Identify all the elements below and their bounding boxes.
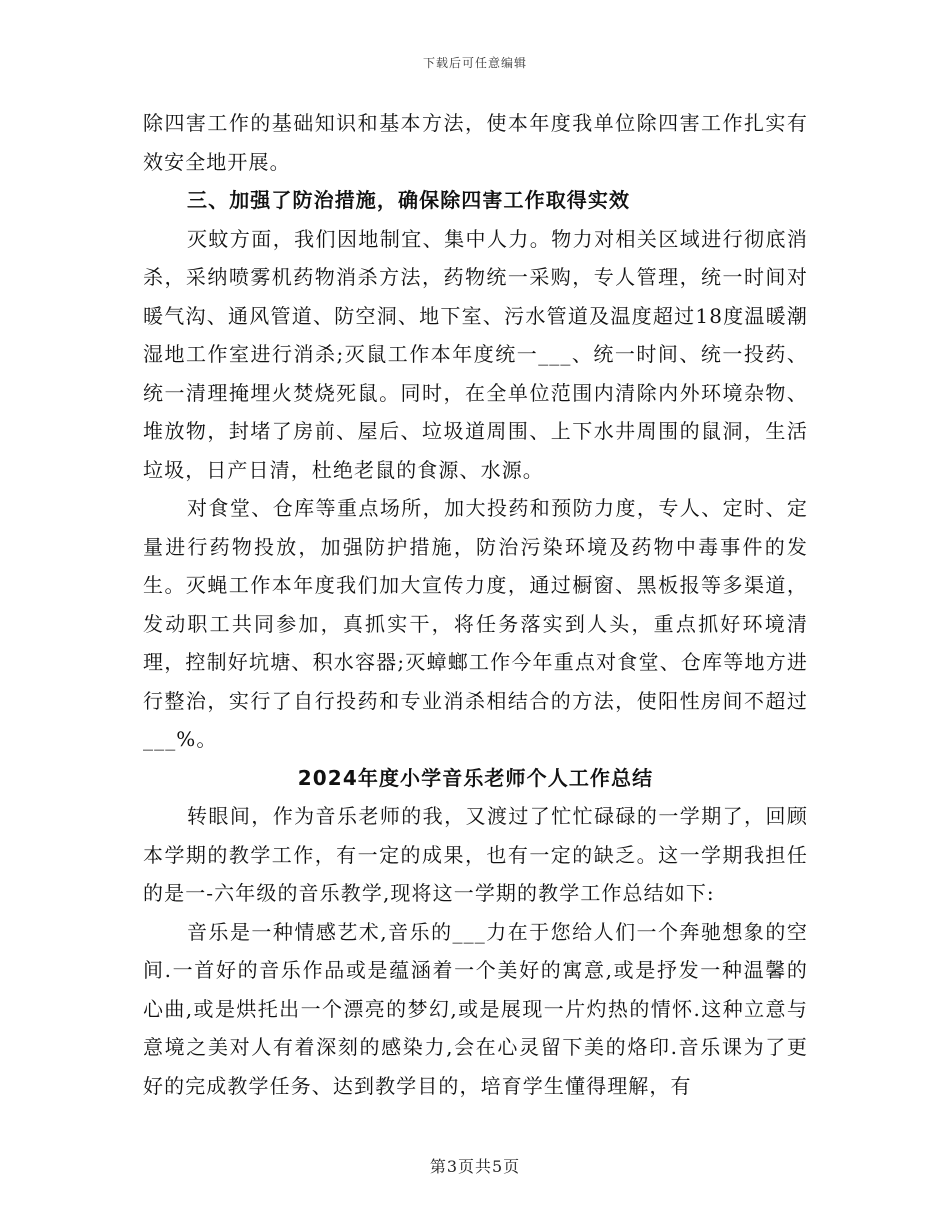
paragraph-continuation: 除四害工作的基础知识和基本方法，使本年度我单位除四害工作扎实有效安全地开展。 [143,111,808,174]
page-number-footer: 第3页共5页 [429,1157,521,1176]
paragraph-canteen-fly-cockroach-control: 对食堂、仓库等重点场所，加大投药和预防力度，专人、定时、定量进行药物投放，加强防护措施，防治污染环境及药物中毒事件的发生。灭蝇工作本年度我们加大宣传力度，通过橱窗、黑板报等多渠道，发动职工共同参加，真抓实干，将任务落实到人头，重点抓好环境清理，控制好坑塘、积水容器;灭蟑螂工作今年重点对食堂、仓库等地方进行整治，实行了自行投药和专业消杀相结合的方法，使阳性房间不超过___%。 [143,496,808,751]
paragraph-music-art: 音乐是一种情感艺术,音乐的___力在于您给人们一个奔驰想象的空间.一首好的音乐作品或是蕴涵着一个美好的寓意,或是抒发一种温馨的心曲,或是烘托出一个漂亮的梦幻,或是展现一片灼热的情怀.这种立意与意境之美对人有着深刻的感染力,会在心灵留下美的烙印.音乐课为了更好的完成教学任务、达到教学目的，培育学生懂得理解，有 [143,919,808,1098]
header-note: 下载后可任意编辑 [422,56,527,70]
document-title-music-teacher-summary: 2024年度小学音乐老师个人工作总结 [297,765,654,790]
document-body [143,104,808,1105]
paragraph-semester-intro: 转眼间，作为音乐老师的我，又渡过了忙忙碌碌的一学期了，回顾本学期的教学工作，有一定的成果，也有一定的缺乏。这一学期我担任的是一-六年级的音乐教学,现将这一学期的教学工作总结如下: [143,804,808,905]
section-heading-prevention-measures: 三、加强了防治措施，确保除四害工作取得实效 [187,188,631,212]
paragraph-mosquito-rat-control: 灭蚊方面，我们因地制宜、集中人力。物力对相关区域进行彻底消杀，采纳喷雾机药物消杀方法，药物统一采购，专人管理，统一时间对暖气沟、通风管道、防空洞、地下室、污水管道及温度超过18度温暖潮湿地工作室进行消杀;灭鼠工作本年度统一___、统一时间、统一投药、统一清理掩埋火焚烧死鼠。同时，在全单位范围内清除内外环境杂物、堆放物，封堵了房前、屋后、垃圾道周围、上下水井周围的鼠洞，生活垃圾，日产日清，杜绝老鼠的食源、水源。 [143,226,808,482]
